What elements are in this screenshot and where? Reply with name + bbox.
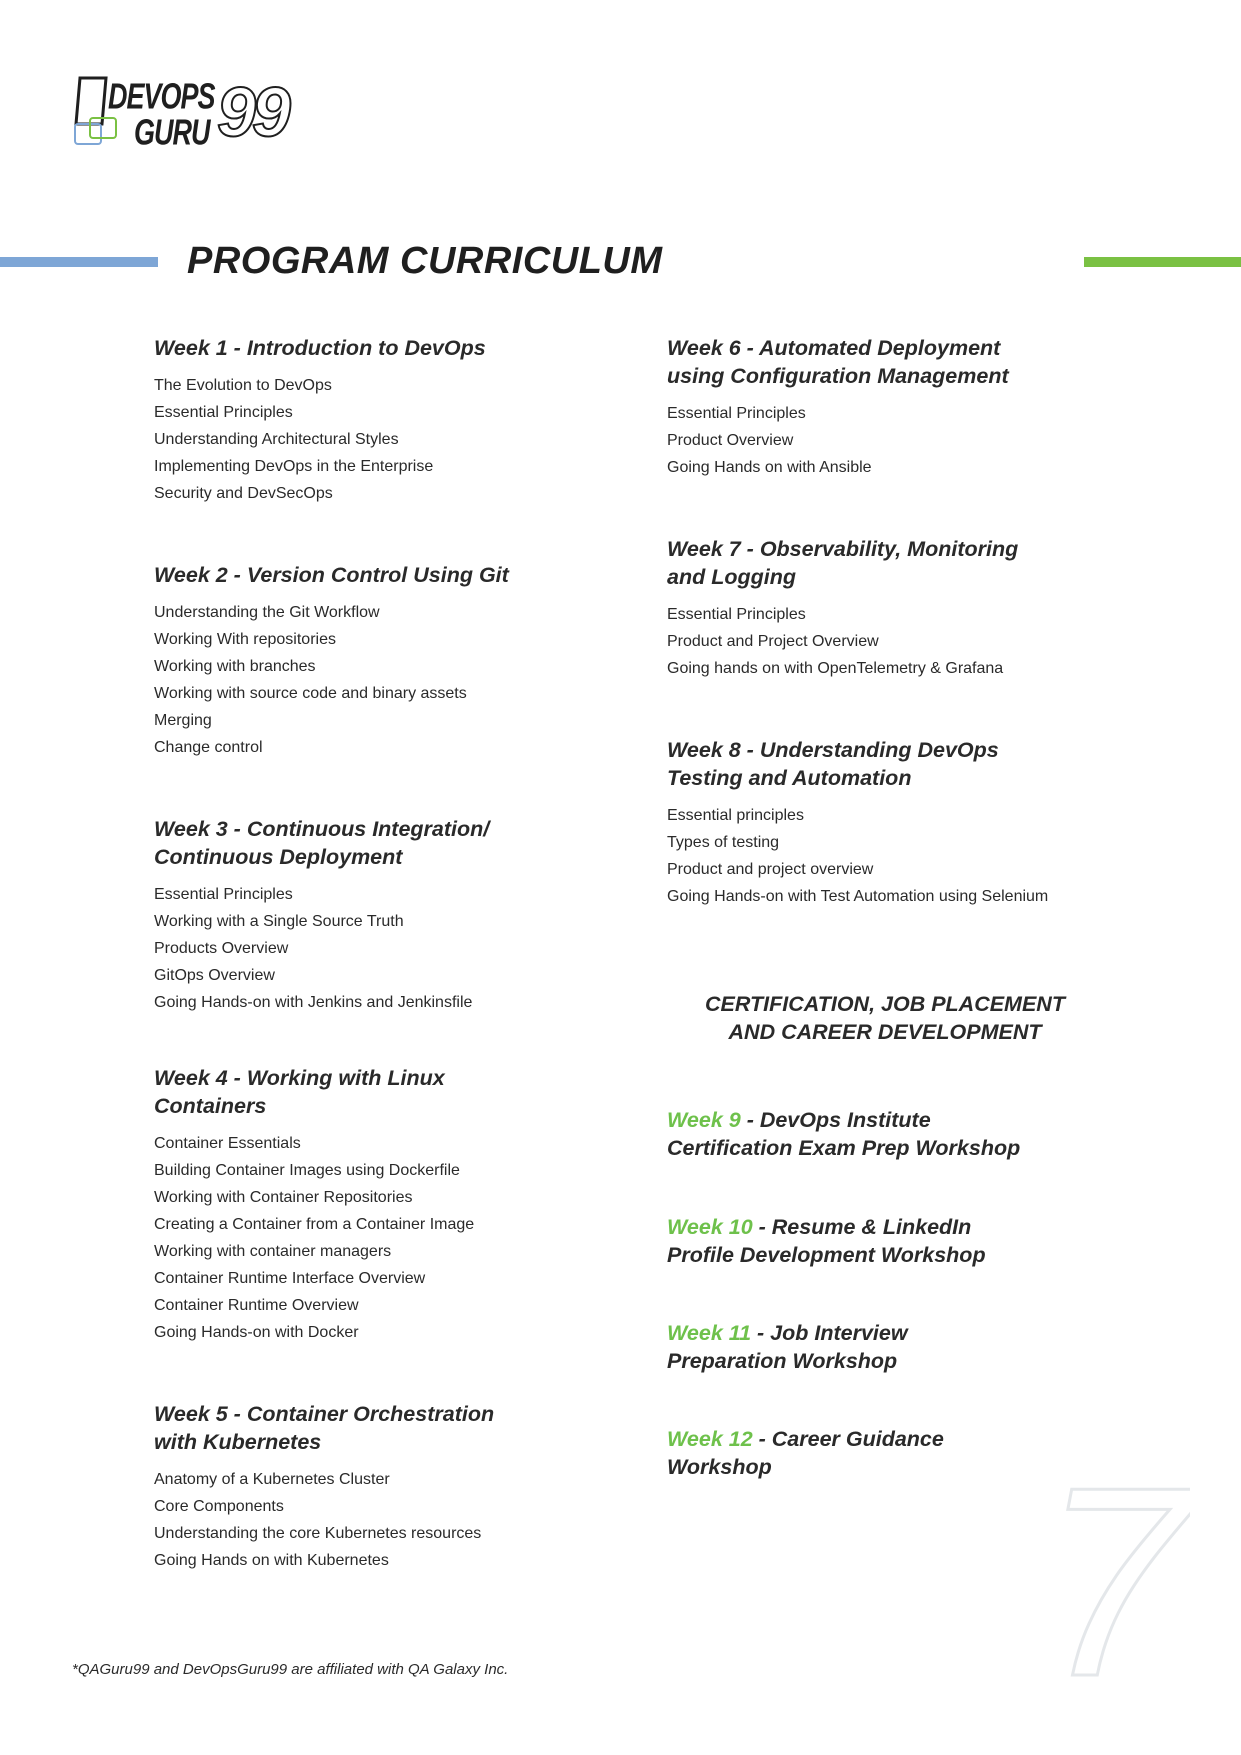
week-2-title: Week 2 - Version Control Using Git (154, 563, 509, 587)
week-8-topics (667, 802, 1127, 910)
week-12-title-line2: Workshop (667, 1455, 772, 1479)
week-7-section (667, 535, 1127, 682)
week-7-title-line2: and Logging (667, 565, 796, 589)
page-number (1040, 1470, 1190, 1685)
week-12-title-line1: - Career Guidance (752, 1427, 944, 1451)
footnote: *QAGuru99 and DevOpsGuru99 are affiliated with QA Galaxy Inc. (72, 1661, 509, 1678)
week-2-section (154, 561, 624, 761)
list-item: Essential principles (667, 807, 804, 824)
list-item: Products Overview (154, 940, 289, 957)
week-11-title-line1: - Job Interview (751, 1321, 908, 1345)
list-item: Going hands on with OpenTelemetry & Grafana (667, 660, 1004, 677)
list-item: Working with container managers (154, 1243, 392, 1260)
logo-number: 99 (217, 73, 287, 151)
list-item: GitOps Overview (154, 967, 275, 984)
page-title: PROGRAM CURRICULUM (187, 240, 663, 282)
list-item: Anatomy of a Kubernetes Cluster (154, 1471, 390, 1488)
week-3-title (154, 815, 624, 871)
week-5-topics (154, 1466, 624, 1574)
list-item: Container Runtime Interface Overview (154, 1270, 426, 1287)
certification-heading-line2: AND CAREER DEVELOPMENT (728, 1020, 1042, 1044)
week-9-title-line1: - DevOps Institute (740, 1108, 931, 1132)
list-item: Working with branches (154, 658, 316, 675)
week-6-topics (667, 400, 1127, 481)
week-8-title-line1: Week 8 - Understanding DevOps (667, 738, 999, 762)
list-item: Product Overview (667, 432, 794, 449)
logo-line2: GURU (134, 112, 210, 153)
week-7-title (667, 535, 1127, 591)
week-8-section (667, 736, 1127, 910)
list-item: Change control (154, 739, 263, 756)
list-item: Product and project overview (667, 861, 874, 878)
list-item: Essential Principles (154, 886, 293, 903)
list-item: Container Runtime Overview (154, 1297, 359, 1314)
list-item: Creating a Container from a Container Image (154, 1216, 475, 1233)
week-4-title-line1: Week 4 - Working with Linux (154, 1066, 445, 1090)
blue-accent-bar (0, 257, 158, 267)
week-5-title-line1: Week 5 - Container Orchestration (154, 1402, 495, 1426)
week-4-section (154, 1064, 624, 1346)
week-10-label: Week 10 (667, 1215, 753, 1239)
week-3-section (154, 815, 624, 1016)
list-item: Working with source code and binary assets (154, 685, 467, 702)
list-item: Core Components (154, 1498, 284, 1515)
list-item: Working With repositories (154, 631, 336, 648)
list-item: Working with a Single Source Truth (154, 913, 404, 930)
list-item: Understanding the Git Workflow (154, 604, 380, 621)
week-5-title-line2: with Kubernetes (154, 1430, 322, 1454)
list-item: Understanding Architectural Styles (154, 431, 399, 448)
week-8-title-line2: Testing and Automation (667, 766, 912, 790)
week-4-topics (154, 1130, 624, 1346)
week-8-title (667, 736, 1127, 792)
week-10-workshop (667, 1213, 1117, 1269)
week-6-title-line1: Week 6 - Automated Deployment (667, 336, 1001, 360)
list-item: Essential Principles (667, 405, 806, 422)
week-11-label: Week 11 (667, 1321, 752, 1345)
list-item: Types of testing (667, 834, 780, 851)
week-3-title-line1: Week 3 - Continuous Integration/ (154, 817, 490, 841)
week-9-label: Week 9 (667, 1108, 741, 1132)
week-11-workshop (667, 1319, 1117, 1375)
week-7-topics (667, 601, 1127, 682)
right-column (667, 334, 1127, 910)
list-item: The Evolution to DevOps (154, 377, 332, 394)
list-item: Going Hands on with Kubernetes (154, 1552, 389, 1569)
week-11-title-line2: Preparation Workshop (667, 1349, 898, 1373)
week-2-topics (154, 599, 624, 761)
week-6-section (667, 334, 1127, 481)
green-accent-bar (1084, 257, 1241, 267)
week-3-title-line2: Continuous Deployment (154, 845, 403, 869)
week-10-title-line1: - Resume & LinkedIn (752, 1215, 972, 1239)
list-item: Container Essentials (154, 1135, 301, 1152)
week-3-topics (154, 881, 624, 1016)
list-item: Security and DevSecOps (154, 485, 333, 502)
week-9-workshop (667, 1106, 1117, 1162)
list-item: Product and Project Overview (667, 633, 879, 650)
week-4-title (154, 1064, 624, 1120)
week-1-title: Week 1 - Introduction to DevOps (154, 336, 486, 360)
list-item: Working with Container Repositories (154, 1189, 413, 1206)
list-item: Merging (154, 712, 212, 729)
week-7-title-line1: Week 7 - Observability, Monitoring (667, 537, 1019, 561)
certification-heading (660, 990, 1110, 1046)
week-5-section (154, 1400, 624, 1574)
week-10-title-line2: Profile Development Workshop (667, 1243, 986, 1267)
week-6-title (667, 334, 1127, 390)
list-item: Going Hands-on with Test Automation using Selenium (667, 888, 1049, 905)
week-1-topics (154, 372, 624, 507)
certification-heading-line1: CERTIFICATION, JOB PLACEMENT (705, 992, 1065, 1016)
list-item: Essential Principles (667, 606, 806, 623)
logo (72, 74, 292, 154)
list-item: Essential Principles (154, 404, 293, 421)
list-item: Implementing DevOps in the Enterprise (154, 458, 434, 475)
page-number-text: 7 (1040, 1470, 1190, 1685)
list-item: Going Hands-on with Docker (154, 1324, 359, 1341)
week-4-title-line2: Containers (154, 1094, 267, 1118)
week-9-title-line2: Certification Exam Prep Workshop (667, 1136, 1021, 1160)
left-column (154, 334, 624, 1574)
week-5-title (154, 1400, 624, 1456)
list-item: Understanding the core Kubernetes resources (154, 1525, 482, 1542)
list-item: Building Container Images using Dockerfile (154, 1162, 460, 1179)
week-6-title-line2: using Configuration Management (667, 364, 1009, 388)
list-item: Going Hands on with Ansible (667, 459, 872, 476)
logo-line1: DEVOPS (108, 76, 215, 117)
list-item: Going Hands-on with Jenkins and Jenkinsfile (154, 994, 473, 1011)
week-1-section (154, 334, 624, 507)
week-12-label: Week 12 (667, 1427, 753, 1451)
